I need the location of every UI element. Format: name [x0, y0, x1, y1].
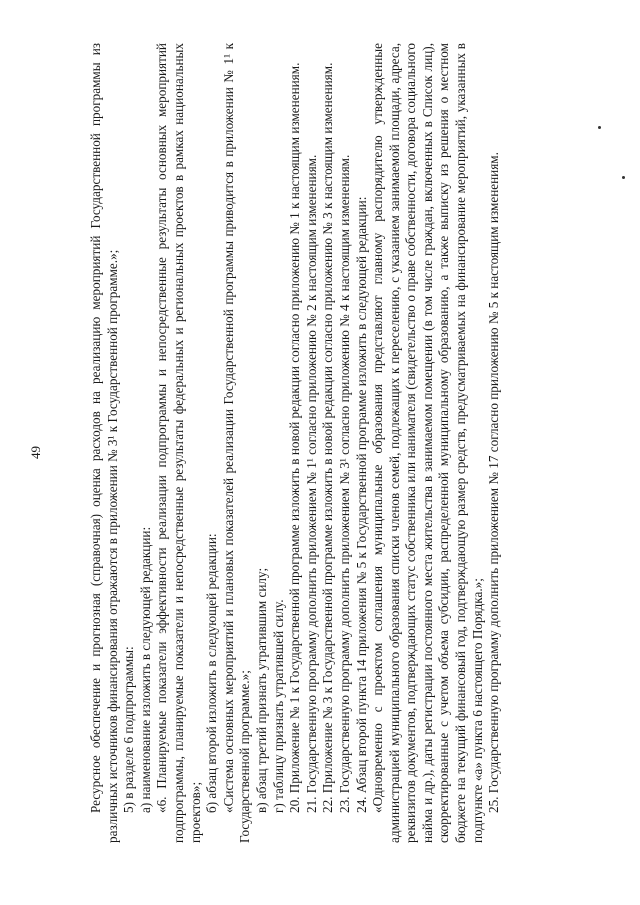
paragraph: 24. Абзац второй пункта 14 приложения № 5 к Государственной программе изложить в следующей редакции: — [353, 196, 369, 813]
scan-speck — [622, 176, 625, 179]
paragraph: 22. Приложение № 3 к Государственной программе изложить в новой редакции согласно приложению № 3 к настоящим изменениям. — [320, 62, 336, 813]
paragraph: 25. Государственную программу дополнить приложением № 17 согласно приложению № 5 к настоящим изменениям. — [486, 152, 502, 813]
paragraph: г) таблицу признать утратившей силу. — [270, 599, 286, 813]
paragraph: «Одновременно с проектом соглашения муниципальные образования представляют главному распорядителю утвержденные администрацией муниципального образования списки членов семей, подлежащих к переселению, с указанием занимаемой площади, адреса, реквизитов документов, подтверждающих статус собственника или нанимателя (свидетельство о праве собственности, договора социального найма и др.), даты регистрации постоянного места жительства в занимаемом помещении (в том числе граждан, включенных в Список лиц), скорректированные с учетом объема субсидии, распределенной муниципальному образованию, а также выписку из решения о местном бюджете на текущий финансовый год, подтверждающую размер средств, предусматриваемых на финансирование мероприятий, указанных в подпункте «а» пункта 6 настоящего Порядка.»; — [370, 43, 485, 843]
paragraph: 23. Государственную программу дополнить приложением № 3¹ согласно приложению № 4 к настоящим изменениям. — [336, 154, 352, 813]
paragraph: 5) в разделе 6 подпрограммы: — [121, 646, 137, 813]
page-number: 49 — [28, 446, 43, 459]
paragraph: 21. Государственную программу дополнить приложением № 1¹ согласно приложению № 2 к настоящим изменениям. — [303, 154, 319, 813]
scan-speck — [598, 126, 601, 129]
paragraph: а) наименование изложить в следующей редакции: — [137, 526, 153, 813]
paragraph: «Система основных мероприятий и плановых показателей реализации Государственной программы приводится в приложении № 1¹ к Государственной программе.»; — [220, 43, 253, 843]
paragraph: Ресурсное обеспечение и прогнозная (справочная) оценка расходов на реализацию мероприятий Государственной программы из различных источников финансирования отражаются в приложении № 3¹ к Государственной программе.»; — [88, 43, 120, 843]
paragraph: «6. Планируемые показатели эффективности реализации подпрограммы и непосредственные результаты основных мероприятий подпрограммы, планируемые показатели и непосредственные результаты федеральных и региональных проектов в рамках национальных проектов»; — [154, 43, 203, 843]
paragraph: б) абзац второй изложить в следующей редакции: — [204, 533, 220, 813]
paragraph: 20. Приложение № 1 к Государственной программе изложить в новой редакции согласно приложению № 1 к настоящим изменениям. — [287, 62, 303, 813]
paragraph: в) абзац третий признать утратившим силу; — [253, 567, 269, 813]
document-body — [88, 43, 503, 843]
